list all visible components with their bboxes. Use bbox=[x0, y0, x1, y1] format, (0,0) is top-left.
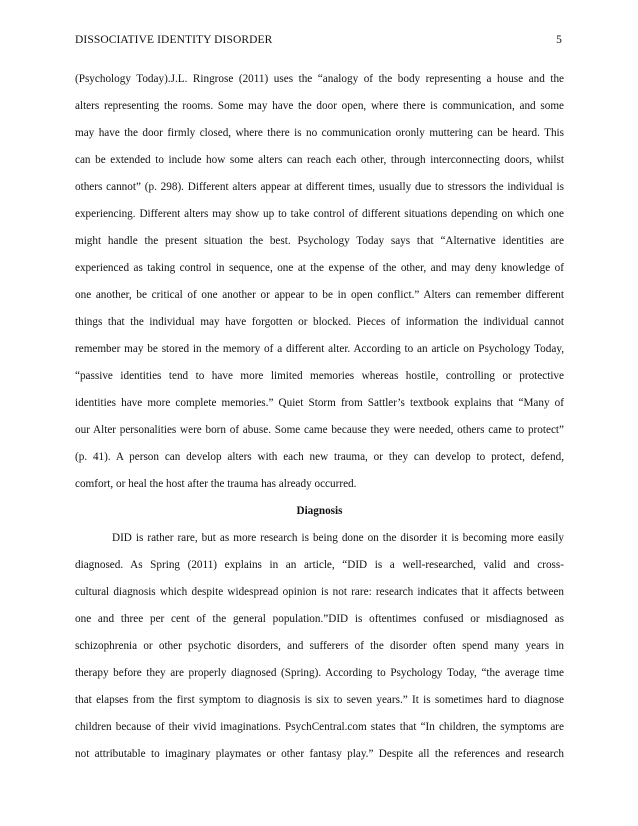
body-text-line: DID is rather rare, but as more research is being done on the disorder it is becoming more easily bbox=[112, 532, 564, 544]
body-text-line: that elapses from the first symptom to diagnosis is six to seven years.” It is sometimes hard to diagnose bbox=[75, 694, 564, 706]
body-text-line: alters representing the rooms. Some may have the door open, where there is communication, and some bbox=[75, 100, 564, 112]
body-text-line: not attributable to imaginary playmates or other fantasy play.” Despite all the references and research bbox=[75, 748, 564, 760]
body-text-line: might handle the present situation the best. Psychology Today says that “Alternative identities are bbox=[75, 235, 564, 247]
body-text-line: schizophrenia or other psychotic disorders, and sufferers of the disorder often spend many years in bbox=[75, 640, 564, 652]
body-text-line: (Psychology Today).J.L. Ringrose (2011) uses the “analogy of the body representing a house and the bbox=[75, 73, 564, 85]
body-text-line: experienced as taking control in sequence, one at the expense of the other, and may deny knowledge of bbox=[75, 262, 564, 274]
body-text-line: diagnosed. As Spring (2011) explains in an article, “DID is a well-researched, valid and cross- bbox=[75, 559, 564, 571]
running-title: DISSOCIATIVE IDENTITY DISORDER bbox=[75, 34, 273, 46]
body-text-line: experiencing. Different alters may show up to take control of different situations depending on which one bbox=[75, 208, 564, 220]
page-number: 5 bbox=[556, 34, 562, 46]
body-text-line: children because of their vivid imaginations. PsychCentral.com states that “In children, the symptoms are bbox=[75, 721, 564, 733]
body-text-line: “passive identities tend to have more limited memories whereas hostile, controlling or protective bbox=[75, 370, 564, 382]
body-text-line: others cannot” (p. 298). Different alters appear at different times, usually due to stressors the individual is bbox=[75, 181, 564, 193]
body-text-line: cultural diagnosis which despite widespread opinion is not rare: research indicates that it affects between bbox=[75, 586, 564, 598]
body-text-line: remember may be stored in the memory of a different alter. According to an article on Psychology Today, bbox=[75, 343, 564, 355]
body-text-line: can be extended to include how some alters can reach each other, through interconnecting doors, whilst bbox=[75, 154, 564, 166]
body-text-line: one and three per cent of the general population.”DID is oftentimes confused or misdiagnosed as bbox=[75, 613, 564, 625]
body-text-line: comfort, or heal the host after the trauma has already occurred. bbox=[75, 478, 357, 490]
body-text-line: one another, be critical of one another or appear to be in open conflict.” Alters can remember different bbox=[75, 289, 564, 301]
body-text-line: (p. 41). A person can develop alters with each new trauma, or they can develop to protect, defend, bbox=[75, 451, 564, 463]
body-text-line: identities have more complete memories.” Quiet Storm from Sattler’s textbook explains that “Many of bbox=[75, 397, 564, 409]
section-heading: Diagnosis bbox=[296, 505, 343, 517]
body-text-line: our Alter personalities were born of abuse. Some came because they were needed, others came to protect” bbox=[75, 424, 564, 436]
running-header bbox=[75, 34, 562, 52]
body-text-line: therapy before they are properly diagnosed (Spring). According to Psychology Today, “the average time bbox=[75, 667, 564, 679]
body-text-line: may have the door firmly closed, where there is no communication oronly muttering can be heard. This bbox=[75, 127, 564, 139]
body-text-line: things that the individual may have forgotten or blocked. Pieces of information the individual cannot bbox=[75, 316, 564, 328]
